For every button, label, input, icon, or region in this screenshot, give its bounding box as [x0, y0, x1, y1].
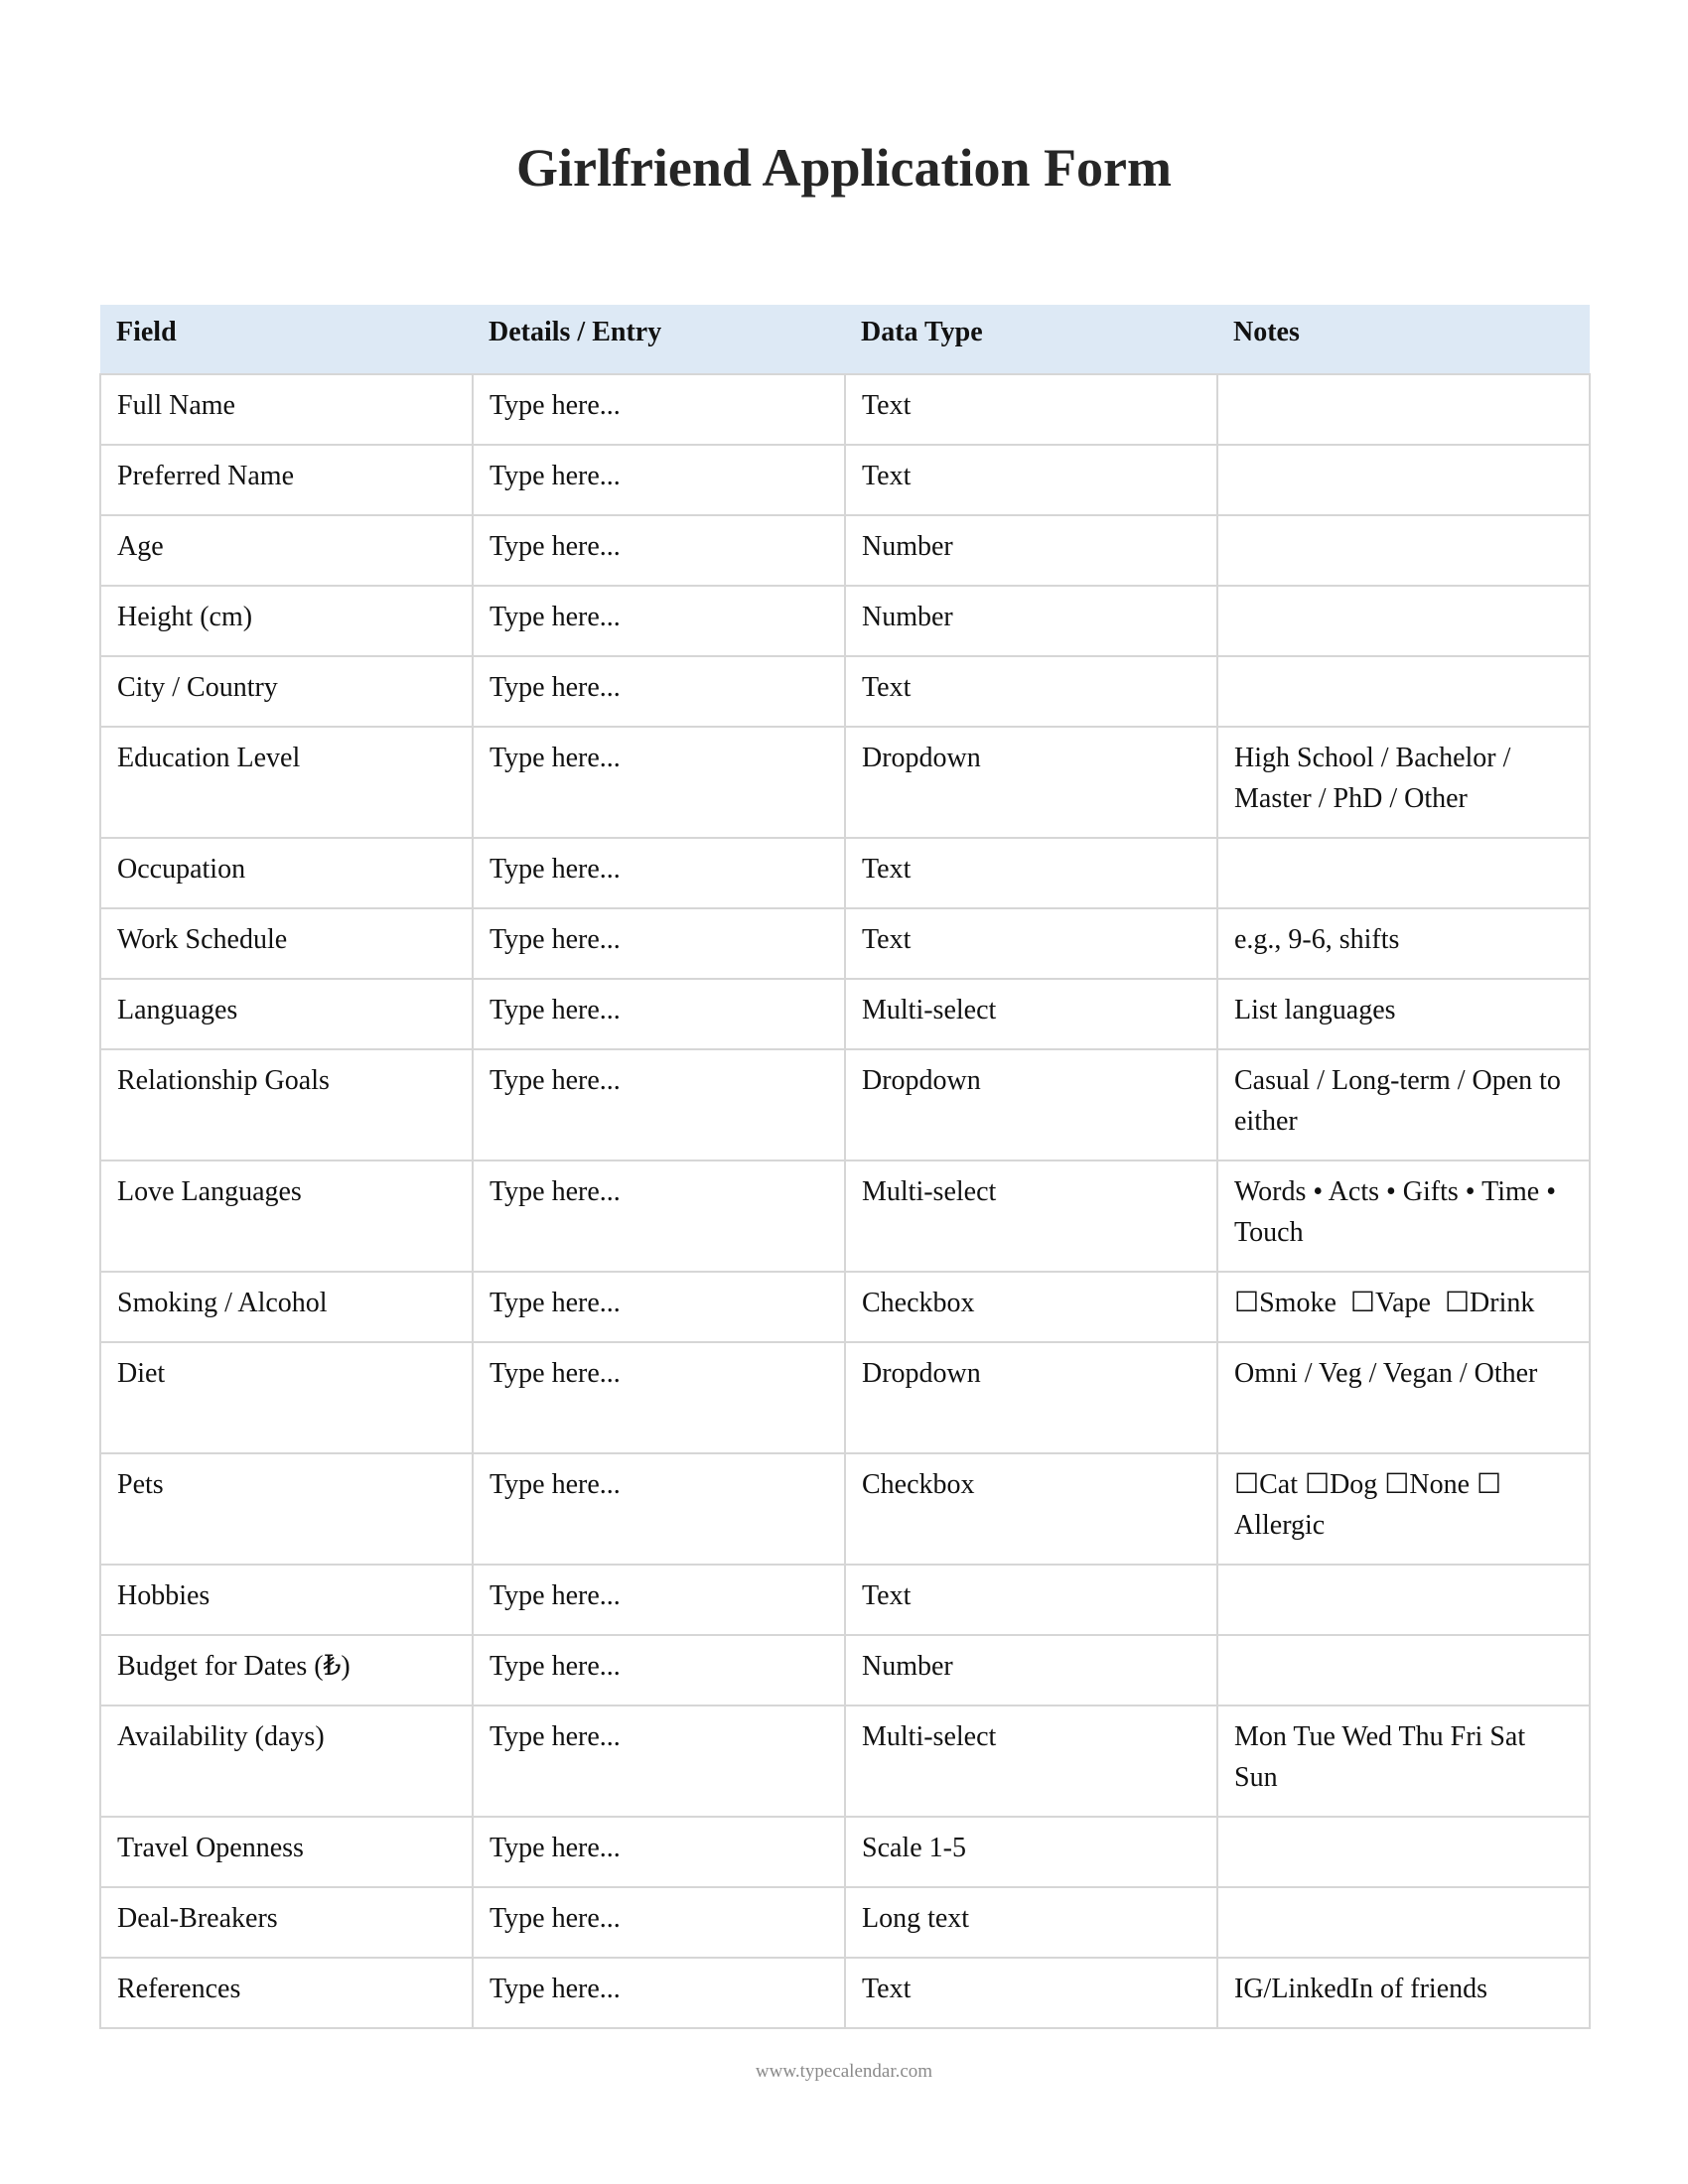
entry-field[interactable]: Type here... [473, 1342, 845, 1453]
table-row [100, 1049, 1590, 1160]
field-label: Deal-Breakers [100, 1887, 473, 1958]
data-type: Text [845, 656, 1217, 727]
table-row [100, 979, 1590, 1049]
notes: IG/LinkedIn of friends [1217, 1958, 1590, 2028]
field-label: Preferred Name [100, 445, 473, 515]
notes [1217, 1635, 1590, 1706]
notes [1217, 515, 1590, 586]
entry-field[interactable]: Type here... [473, 374, 845, 445]
notes: Words • Acts • Gifts • Time • Touch [1217, 1160, 1590, 1272]
data-type: Text [845, 445, 1217, 515]
field-label: Work Schedule [100, 908, 473, 979]
table-row [100, 1887, 1590, 1958]
field-label: Availability (days) [100, 1706, 473, 1817]
entry-field[interactable]: Type here... [473, 1272, 845, 1342]
field-label: Height (cm) [100, 586, 473, 656]
table-row [100, 374, 1590, 445]
notes [1217, 1887, 1590, 1958]
entry-field[interactable]: Type here... [473, 656, 845, 727]
field-label: Languages [100, 979, 473, 1049]
table-row [100, 727, 1590, 838]
notes: Casual / Long-term / Open to either [1217, 1049, 1590, 1160]
data-type: Text [845, 1565, 1217, 1635]
field-label: Relationship Goals [100, 1049, 473, 1160]
entry-field[interactable]: Type here... [473, 1706, 845, 1817]
field-label: City / Country [100, 656, 473, 727]
entry-field[interactable]: Type here... [473, 445, 845, 515]
table-row [100, 1706, 1590, 1817]
table-row [100, 908, 1590, 979]
table-row [100, 515, 1590, 586]
entry-field[interactable]: Type here... [473, 1565, 845, 1635]
data-type: Text [845, 374, 1217, 445]
data-type: Checkbox [845, 1453, 1217, 1565]
table-row [100, 656, 1590, 727]
table-row [100, 1342, 1590, 1453]
field-label: Hobbies [100, 1565, 473, 1635]
field-label: Age [100, 515, 473, 586]
notes [1217, 1817, 1590, 1887]
notes [1217, 656, 1590, 727]
data-type: Multi-select [845, 979, 1217, 1049]
data-type: Text [845, 1958, 1217, 2028]
field-label: Full Name [100, 374, 473, 445]
application-table [99, 305, 1591, 2029]
notes: High School / Bachelor / Master / PhD / Other [1217, 727, 1590, 838]
notes-checkboxes[interactable]: ☐Cat ☐Dog ☐None ☐ Allergic [1217, 1453, 1590, 1565]
notes [1217, 1565, 1590, 1635]
data-type: Dropdown [845, 1342, 1217, 1453]
page-title: Girlfriend Application Form [516, 138, 1172, 198]
column-header-field: Field [100, 305, 473, 374]
entry-field[interactable]: Type here... [473, 586, 845, 656]
table-row [100, 1635, 1590, 1706]
table-row [100, 1565, 1590, 1635]
field-label: Diet [100, 1342, 473, 1453]
table-header-row [100, 305, 1590, 374]
entry-field[interactable]: Type here... [473, 1049, 845, 1160]
field-label: Travel Openness [100, 1817, 473, 1887]
field-label: Occupation [100, 838, 473, 908]
entry-field[interactable]: Type here... [473, 1453, 845, 1565]
column-header-data-type: Data Type [845, 305, 1217, 374]
entry-field[interactable]: Type here... [473, 908, 845, 979]
field-label: Education Level [100, 727, 473, 838]
entry-field[interactable]: Type here... [473, 838, 845, 908]
entry-field[interactable]: Type here... [473, 727, 845, 838]
notes: Omni / Veg / Vegan / Other [1217, 1342, 1590, 1453]
data-type: Text [845, 838, 1217, 908]
entry-field[interactable]: Type here... [473, 515, 845, 586]
table-row [100, 586, 1590, 656]
entry-field[interactable]: Type here... [473, 1887, 845, 1958]
notes [1217, 586, 1590, 656]
column-header-notes: Notes [1217, 305, 1590, 374]
data-type: Multi-select [845, 1706, 1217, 1817]
field-label: Budget for Dates (₺) [100, 1635, 473, 1706]
notes [1217, 838, 1590, 908]
field-label: Smoking / Alcohol [100, 1272, 473, 1342]
field-label: References [100, 1958, 473, 2028]
column-header-details: Details / Entry [473, 305, 845, 374]
table-row [100, 1958, 1590, 2028]
notes [1217, 374, 1590, 445]
field-label: Pets [100, 1453, 473, 1565]
table-row [100, 1817, 1590, 1887]
data-type: Number [845, 586, 1217, 656]
table-row [100, 838, 1590, 908]
notes: Mon Tue Wed Thu Fri Sat Sun [1217, 1706, 1590, 1817]
entry-field[interactable]: Type here... [473, 1160, 845, 1272]
notes-checkboxes[interactable]: ☐Smoke ☐Vape ☐Drink [1217, 1272, 1590, 1342]
field-label: Love Languages [100, 1160, 473, 1272]
notes [1217, 445, 1590, 515]
entry-field[interactable]: Type here... [473, 1817, 845, 1887]
entry-field[interactable]: Type here... [473, 1635, 845, 1706]
notes: e.g., 9-6, shifts [1217, 908, 1590, 979]
footer-website: www.typecalendar.com [755, 2061, 933, 2082]
data-type: Text [845, 908, 1217, 979]
data-type: Scale 1-5 [845, 1817, 1217, 1887]
data-type: Long text [845, 1887, 1217, 1958]
notes: List languages [1217, 979, 1590, 1049]
data-type: Dropdown [845, 1049, 1217, 1160]
data-type: Multi-select [845, 1160, 1217, 1272]
data-type: Checkbox [845, 1272, 1217, 1342]
table-row [100, 1272, 1590, 1342]
table-row [100, 1453, 1590, 1565]
data-type: Number [845, 1635, 1217, 1706]
table-row [100, 1160, 1590, 1272]
table-row [100, 445, 1590, 515]
entry-field[interactable]: Type here... [473, 979, 845, 1049]
entry-field[interactable]: Type here... [473, 1958, 845, 2028]
data-type: Dropdown [845, 727, 1217, 838]
data-type: Number [845, 515, 1217, 586]
